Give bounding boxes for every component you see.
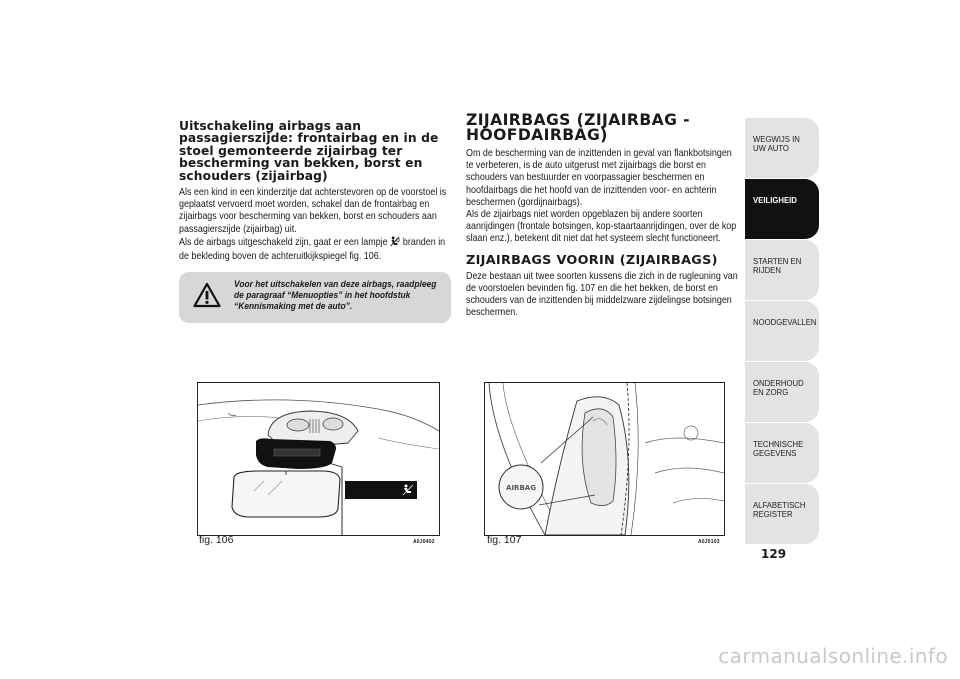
section-heading-passenger-airbag-deactivation: Uitschakeling airbags aan passagierszijde: frontairbag en in de stoel gemonteerde zijairbag ter bescherming van bekken, borst en schouders (zijairbag) xyxy=(179,119,439,183)
right-column xyxy=(466,113,741,319)
figure-107-illustration xyxy=(484,382,725,536)
paragraph: Deze bestaan uit twee soorten kussens die zich in de rugleuning van de voorstoelen bevinden fig. 107 en die het bekken, de borst en schouders van de inzittenden bij middelzware zijdelingse botsingen beschermen. xyxy=(466,270,738,319)
tab-veiligheid[interactable] xyxy=(745,179,819,239)
left-column xyxy=(179,120,451,263)
figure-code: A0J0402 xyxy=(413,539,435,545)
paragraph xyxy=(179,236,450,263)
paragraph-text: branden in de bekleding boven de achteruitkijkspiegel fig. 106. xyxy=(179,236,446,263)
tab-noodgevallen[interactable] xyxy=(745,301,819,361)
page-number: 129 xyxy=(761,547,787,561)
tab-onderhoud[interactable] xyxy=(745,362,819,422)
figure-code: A0J0103 xyxy=(698,539,720,545)
tab-label: WEGWIJS IN UW AUTO xyxy=(753,134,800,154)
airbag-off-icon xyxy=(390,236,400,251)
tab-label: TECHNISCHE GEGEVENS xyxy=(753,439,804,459)
figure-caption: fig. 106 xyxy=(199,534,234,546)
tab-wegwijs[interactable] xyxy=(745,118,819,178)
tab-label: NOODGEVALLEN xyxy=(753,317,817,327)
warning-box xyxy=(179,272,451,323)
tab-label: STARTEN EN RIJDEN xyxy=(753,256,802,276)
tab-label: ONDERHOUD EN ZORG xyxy=(753,378,804,398)
section-heading-side-airbags: ZIJAIRBAGS (ZIJAIRBAG - HOOFDAIRBAG) xyxy=(466,111,690,144)
figure-106-illustration xyxy=(197,382,440,536)
paragraph-text: Als de airbags uitgeschakeld zijn, gaat er een lampje xyxy=(179,236,388,248)
tab-starten[interactable] xyxy=(745,240,819,300)
tab-label: ALFABETISCH REGISTER xyxy=(753,500,806,520)
warning-text: Voor het uitschakelen van deze airbags, raadpleeg de paragraaf “Menuopties” in het hoofdstuk “Kennismaking met de auto”. xyxy=(234,279,437,312)
paragraph: Als de zijairbags niet worden opgeblazen bij andere soorten aanrijdingen (frontale botsingen, kop-staartaanrijdingen, over de kop slaan enz.), betekent dit niet dat het systeem slecht functioneert. xyxy=(466,209,737,245)
tab-alfabetisch[interactable] xyxy=(745,484,819,544)
figure-caption: fig. 107 xyxy=(487,534,522,546)
tab-technische[interactable] xyxy=(745,423,819,483)
section-heading-front-side-airbags: ZIJAIRBAGS VOORIN (ZIJAIRBAGS) xyxy=(466,252,718,268)
warning-triangle-icon xyxy=(193,282,221,308)
airbag-label: AIRBAG xyxy=(506,484,536,492)
paragraph: Als een kind in een kinderzitje dat achterstevoren op de voorstoel is geplaatst vervoerd moet worden, schakel dan de frontairbag en zijairbags voor bescherming van bekken, borst en schouders aan passagierszijde (zijairbag) uit. xyxy=(179,187,447,235)
tab-label: VEILIGHEID xyxy=(753,195,797,205)
watermark: carmanualsonline.info xyxy=(718,644,948,668)
paragraph: Om de bescherming van de inzittenden in geval van flankbotsingen te verbeteren, is de auto uitgerust met zijairbags die borst en schouders van bestuurder en voorpassagier beschermen en hoofdairbags die het hoofd van de inzittenden voor- en achterin beschermen (gordijnairbags). xyxy=(466,148,732,208)
